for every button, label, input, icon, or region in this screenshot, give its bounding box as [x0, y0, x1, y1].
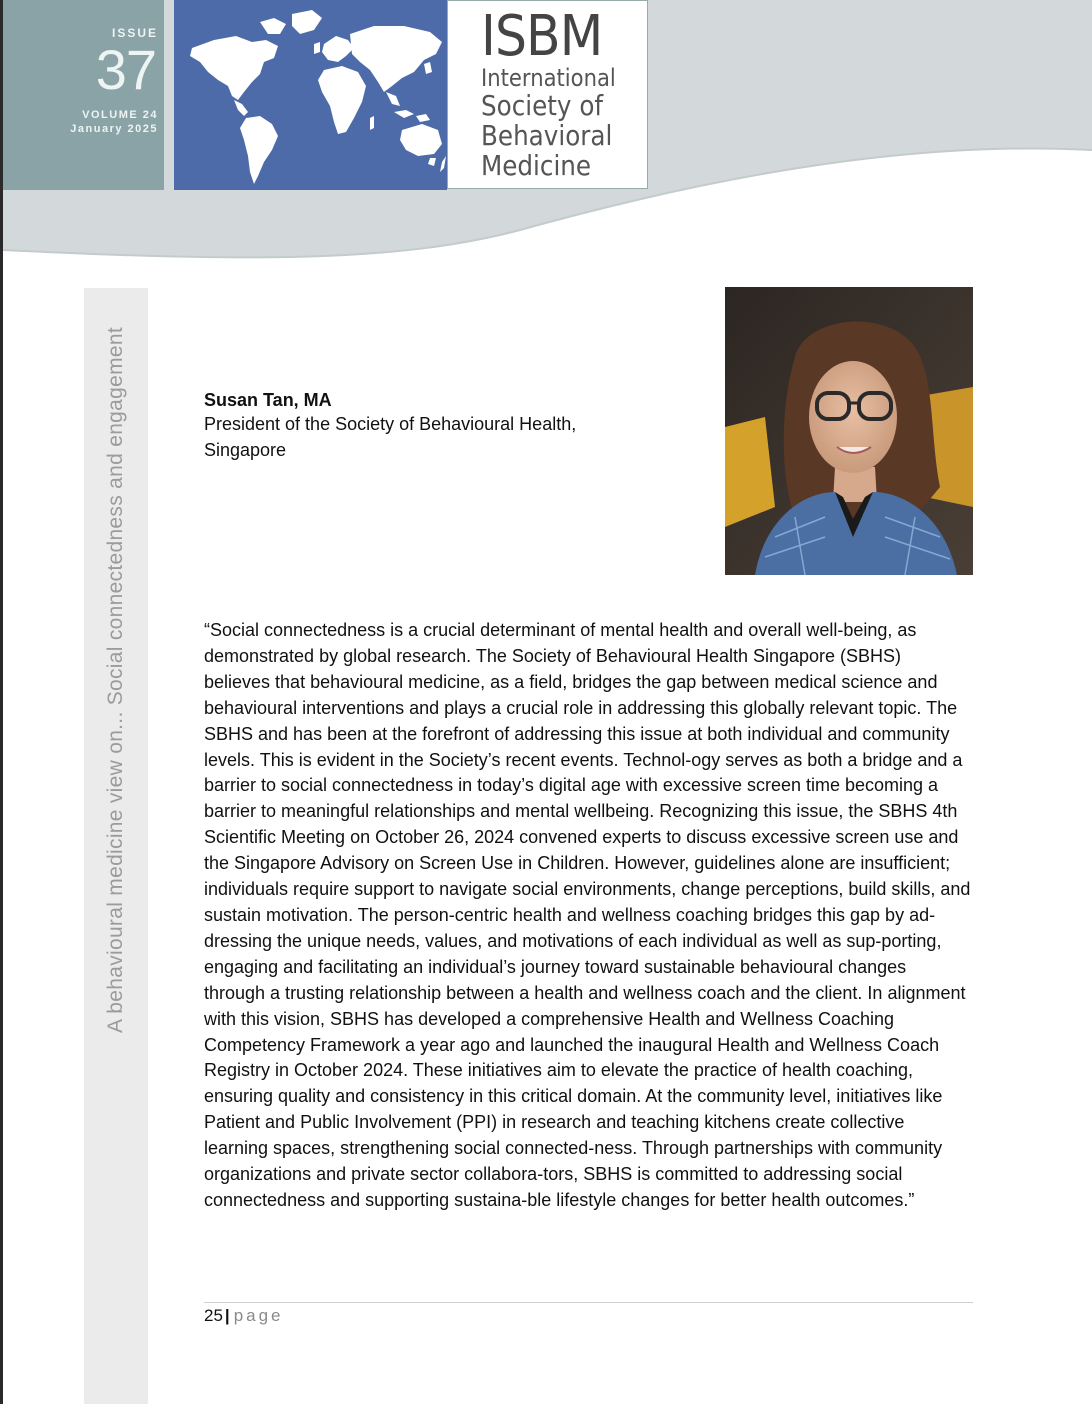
world-map-icon [174, 0, 447, 190]
logo-line: Society of [481, 89, 604, 122]
page-footer [204, 1306, 284, 1326]
volume-label: VOLUME 24 [82, 109, 158, 121]
logo-line: International [481, 64, 616, 92]
isbm-logo [447, 0, 648, 189]
logo-line: Medicine [481, 149, 592, 182]
page-number: 25 [204, 1306, 223, 1325]
portrait-photo-icon [725, 287, 973, 575]
logo-line: Behavioral [481, 119, 613, 152]
footer-divider [204, 1302, 973, 1303]
logo-acronym: ISBM [481, 4, 603, 69]
issue-number: 37 [95, 38, 156, 101]
world-map-image [174, 0, 447, 190]
issue-label: ISSUE [111, 26, 158, 40]
author-role: President of the Society of Behavioural Health, Singapore [204, 414, 577, 460]
author-portrait [725, 287, 973, 575]
sidebar-title: A behavioural medicine view on... Social connectedness and engagement [104, 327, 127, 1033]
issue-date: January 2025 [70, 123, 158, 135]
article-quote: “Social connectedness is a crucial determinant of mental health and overall well-being, as demonstrated by global research. The Society of Behavioural Health Singapore (SBHS) believes that behavioural medicine, as a field, bridges the gap between medical science and behavioural interventions and plays a crucial role in addressing this globally relevant topic. The SBHS and has been at the forefront of addressing this issue at both individual and community levels. This is evident in the Society’s recent events. Technol-ogy serves as both a bridge and a barrier to social connectedness in today’s digital age with excessive screen time becoming a barrier to meaningful relationships and mental wellbeing. Recognizing this issue, the SBHS 4th Scientific Meeting on October 26, 2024 convened experts to discuss excessive screen use and the Singapore Advisory on Screen Use in Children. However, guidelines alone are insufficient; individuals require support to navigate social environments, change perceptions, build skills, and sustain motivation. The person-centric health and wellness coaching bridges this gap by ad-dressing the unique needs, values, and motivations of each individual as well as sup-porting, engaging and facilitating an individual’s journey toward sustainable behavioural changes through a trusting relationship between a health and wellness coach and the client. In alignment with this vision, SBHS has developed a comprehensive Health and Wellness Coaching Competency Framework a year ago and launched the inaugural Health and Wellness Coach Registry in October 2024. These initiatives aim to elevate the practice of health coaching, ensuring quality and consistency in this critical domain. At the community level, initiatives like Patient and Public Involvement (PPI) in research and teaching kitchens create collective learning spaces, strengthening social connected-ness. Through partnerships with community organizations and private sector collabora-tors, SBHS is committed to addressing social connectedness and supporting sustaina-ble lifestyle changes for better health outcomes.” [204, 620, 971, 1210]
author-name: Susan Tan, MA [204, 390, 332, 410]
page-word: page [233, 1306, 284, 1325]
issue-box [3, 0, 164, 190]
page-separator: | [224, 1306, 230, 1325]
header-band [0, 0, 1092, 260]
